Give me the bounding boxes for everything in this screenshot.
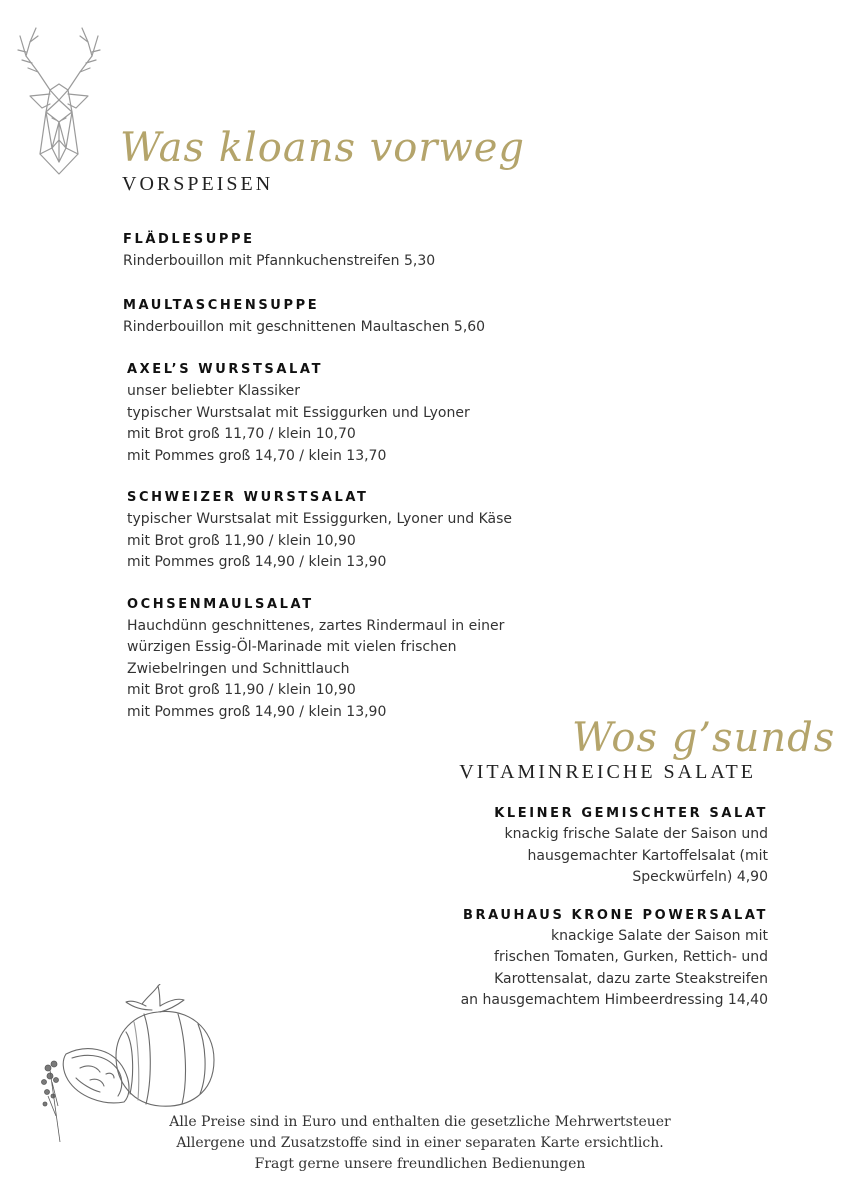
item-description: typischer Wurstsalat mit Essiggurken, Lyoner und Käse <box>127 511 513 527</box>
item-description: Hauchdünn geschnittenes, zartes Rindermaul in einer <box>127 617 505 634</box>
item-description: typischer Wurstsalat mit Essiggurken und Lyoner <box>127 404 470 421</box>
vorspeisen-list <box>123 229 512 743</box>
item-description: knackige Salate der Saison mit <box>551 927 768 944</box>
footer-notes <box>100 1112 740 1175</box>
menu-item <box>127 487 512 574</box>
menu-item <box>127 594 512 724</box>
item-price: an hausgemachtem Himbeerdressing 14,40 <box>460 992 768 1008</box>
menu-item <box>461 803 768 889</box>
vorspeisen-title: VORSPEISEN <box>122 173 274 195</box>
salate-list <box>461 803 768 1032</box>
item-price: mit Pommes groß 14,70 / klein 13,70 <box>127 447 387 464</box>
footer-allergen-note: Allergene und Zusatzstoffe sind in einer separaten Karte ersichtlich. <box>176 1135 664 1151</box>
item-description: Rinderbouillon mit geschnittenen Maultaschen 5,60 <box>123 318 486 335</box>
item-price: Speckwürfeln) 4,90 <box>632 869 768 885</box>
item-name: AXEL’S WURSTSALAT <box>127 362 324 377</box>
footer-tax-note: Alle Preise sind in Euro und enthalten die gesetzliche Mehrwertsteuer <box>169 1114 671 1130</box>
footer-service-note: Fragt gerne unsere freundlichen Bedienungen <box>254 1156 586 1172</box>
menu-item <box>123 229 512 273</box>
deer-head-icon <box>16 22 102 178</box>
item-description: unser beliebter Klassiker <box>127 383 301 399</box>
item-name: BRAUHAUS KRONE POWERSALAT <box>463 907 768 923</box>
menu-item <box>123 295 512 339</box>
item-name: KLEINER GEMISCHTER SALAT <box>494 806 768 821</box>
item-price: mit Brot groß 11,90 / klein 10,90 <box>127 682 356 698</box>
item-name: SCHWEIZER WURSTSALAT <box>127 490 369 505</box>
item-description: Rinderbouillon mit Pfannkuchenstreifen 5,30 <box>123 253 436 269</box>
item-name: MAULTASCHENSUPPE <box>123 297 320 313</box>
item-description: Zwiebelringen und Schnittlauch <box>127 660 350 677</box>
parsley-illustration <box>38 1056 78 1146</box>
salate-title: VITAMINREICHE SALATE <box>459 761 756 783</box>
item-price: mit Pommes groß 14,90 / klein 13,90 <box>127 703 387 720</box>
item-name: OCHSENMAULSALAT <box>127 596 314 612</box>
menu-item <box>461 905 768 1012</box>
item-description: frischen Tomaten, Gurken, Rettich- und <box>494 949 768 965</box>
item-price: mit Pommes groß 14,90 / klein 13,90 <box>127 554 387 570</box>
item-name: FLÄDLESUPPE <box>123 232 255 247</box>
salate-script-title: Wos g’sunds <box>572 715 836 761</box>
vorspeisen-script-title: Was kloans vorweg <box>120 125 526 171</box>
item-price: mit Brot groß 11,90 / klein 10,90 <box>127 532 356 549</box>
menu-item <box>127 359 512 467</box>
item-description: knackig frische Salate der Saison und <box>504 826 768 842</box>
item-description: Karottensalat, dazu zarte Steakstreifen <box>494 970 768 987</box>
item-description: hausgemachter Kartoffelsalat (mit <box>527 847 768 864</box>
item-description: würzigen Essig-Öl-Marinade mit vielen frischen <box>127 639 457 655</box>
item-price: mit Brot groß 11,70 / klein 10,70 <box>127 426 356 442</box>
